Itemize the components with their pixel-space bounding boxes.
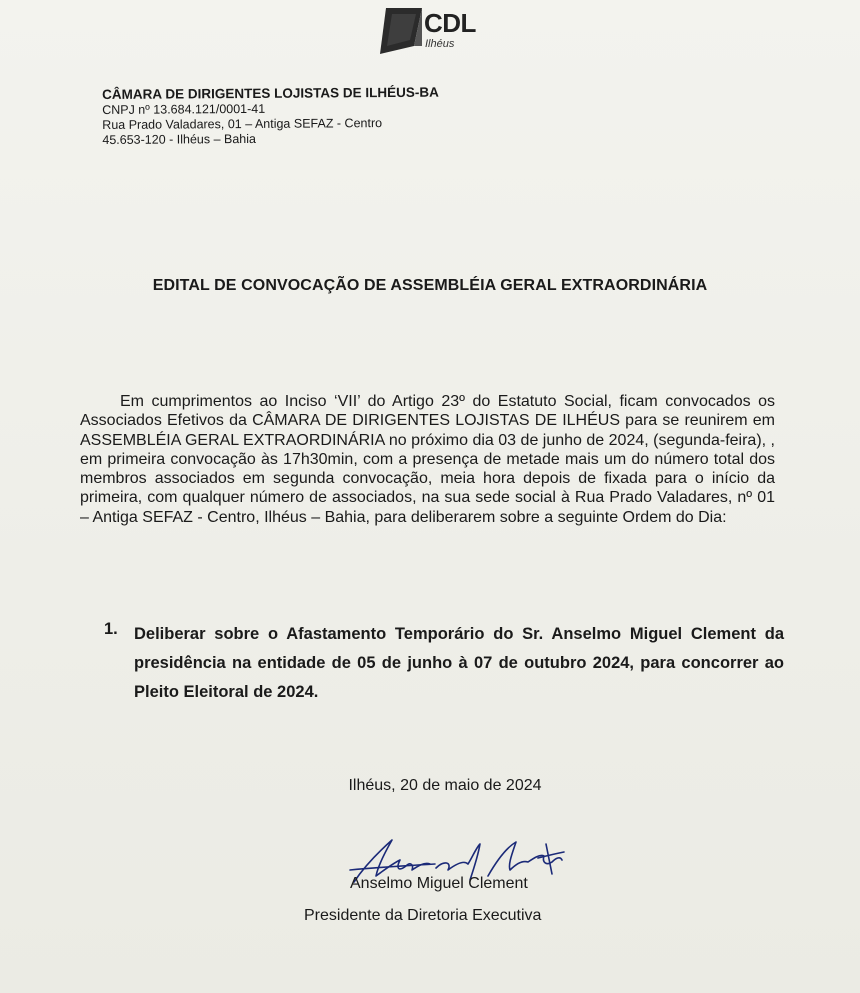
organization-address: Rua Prado Valadares, 01 – Antiga SEFAZ - Centro <box>102 116 383 132</box>
organization-cnpj: CNPJ nº 13.684.121/0001-41 <box>102 101 266 117</box>
logo-name: CDL <box>424 8 476 38</box>
logo-city: Ilhéus <box>425 38 455 50</box>
document-title: EDITAL DE CONVOCAÇÃO DE ASSEMBLÉIA GERAL EXTRAORDINÁRIA <box>152 277 708 294</box>
organization-header <box>102 83 522 148</box>
organization-name: CÂMARA DE DIRIGENTES LOJISTAS DE ILHÉUS-BA <box>102 84 439 102</box>
cdl-logo-mark-icon <box>378 6 424 56</box>
agenda-item-text: Deliberar sobre o Afastamento Temporário do Sr. Anselmo Miguel Clement da presidência na entidade de 05 de junho à 07 de outubro 2024, para concorrer ao Pleito Eleitoral de 2024. <box>134 625 784 701</box>
signer-role: Presidente da Diretoria Executiva <box>304 907 542 924</box>
cdl-logo <box>378 6 488 56</box>
place-and-date: Ilhéus, 20 de maio de 2024 <box>348 777 542 794</box>
agenda-item-number: 1. <box>104 620 118 638</box>
organization-cep-city: 45.653-120 - Ilhéus – Bahia <box>102 131 257 147</box>
signer-name: Anselmo Miguel Clement <box>350 875 528 892</box>
convocation-body: Em cumprimentos ao Inciso ‘VII’ do Artigo 23º do Estatuto Social, ficam convocados os Associados Efetivos da CÂMARA DE DIRIGENTES LOJISTAS DE ILHÉUS para se reunirem em ASSEMBLÉIA GERAL EXTRAORDINÁRIA no próximo dia 03 de junho de 2024, (segunda-feira), , em primeira convocação às 17h30min, com a presença de metade mais um do número total dos membros associados em segunda convocação, meia hora depois de fixada para o início da primeira, com qualquer número de associados, na sua sede social à Rua Prado Valadares, nº 01 – Antiga SEFAZ - Centro, Ilhéus – Bahia, para deliberarem sobre a seguinte Ordem do Dia: <box>80 393 775 526</box>
